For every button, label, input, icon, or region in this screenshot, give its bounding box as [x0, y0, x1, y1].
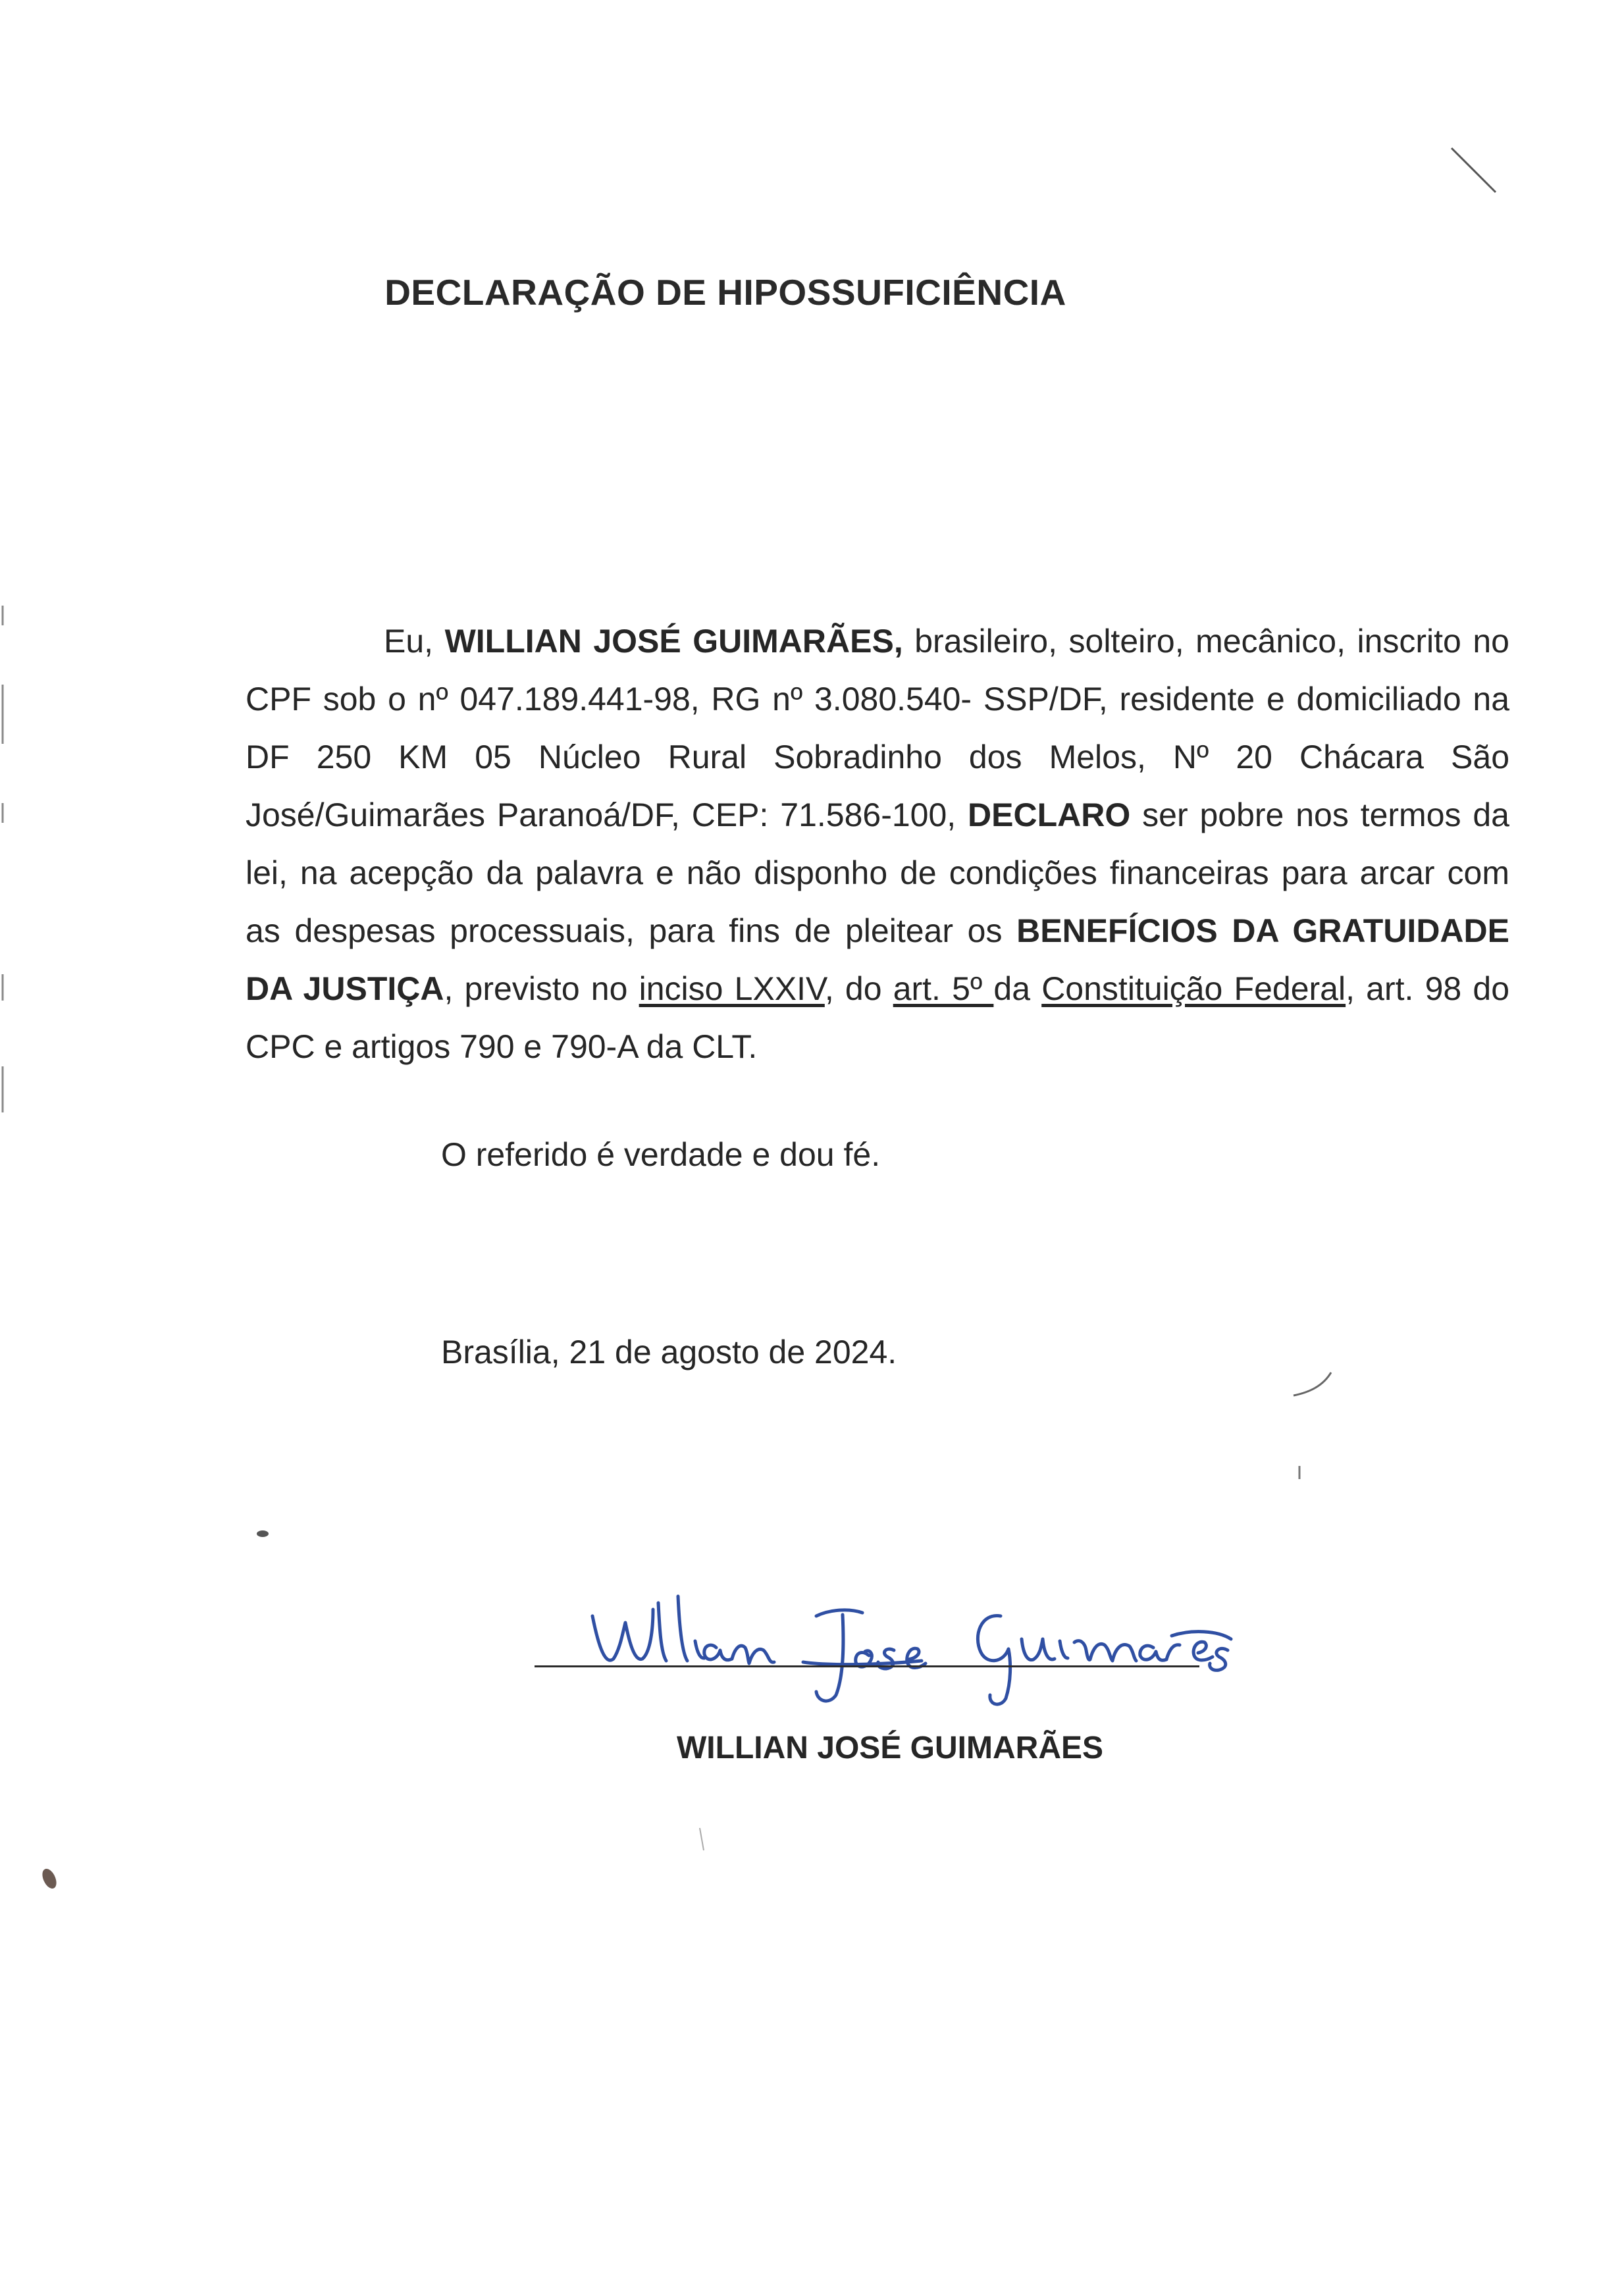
stray-pen-mark-top-right	[1448, 145, 1501, 197]
stray-pen-mark-right	[1290, 1369, 1336, 1402]
constitution-reference: Constituição Federal	[1041, 970, 1346, 1007]
benefits-keyword: BENEFÍCIOS DA GRATUIDADE DA JUSTIÇA	[246, 912, 1509, 1007]
declarant-name: WILLIAN JOSÉ GUIMARÃES,	[444, 623, 903, 660]
paragraph-legal-2: , do	[824, 970, 893, 1007]
declaration-paragraph	[246, 612, 1509, 1076]
document-title: DECLARAÇÃO DE HIPOSSUFICIÊNCIA	[384, 272, 1066, 313]
paragraph-declaration: ser pobre nos termos da lei, na acepção da palavra e não disponho de condições financeiras para arcar com as despesas processuais, para fins de pleitear os	[246, 796, 1509, 949]
signature-line	[535, 1665, 1199, 1667]
article-reference: art. 5º	[893, 970, 994, 1007]
declaro-keyword: DECLARO	[968, 796, 1131, 833]
stray-dot-left	[253, 1527, 273, 1540]
signer-name: WILLIAN JOSÉ GUIMARÃES	[676, 1731, 1104, 1765]
stray-tick-right	[1295, 1465, 1303, 1481]
scan-edge-left	[0, 606, 7, 1119]
stray-tick-bottom	[698, 1827, 706, 1853]
date-line: Brasília, 21 de agosto de 2024.	[441, 1334, 897, 1370]
stray-blot-left	[36, 1863, 63, 1896]
paragraph-intro: Eu,	[384, 623, 445, 660]
paragraph-legal-1: , previsto no	[444, 970, 639, 1007]
truth-statement: O referido é verdade e dou fé.	[441, 1136, 881, 1173]
paragraph-legal-3: da	[993, 970, 1042, 1007]
handwritten-signature	[579, 1577, 1303, 1715]
inciso-reference: inciso LXXIV	[639, 970, 825, 1007]
paragraph-identification: brasileiro, solteiro, mecânico, inscrito no CPF sob o nº 047.189.441-98, RG nº 3.080.540- SSP/DF, residente e domiciliado na DF 250 KM 05 Núcleo Rural Sobradinho dos Melos, Nº 20 Chácara São José/Guimarães Paranoá/DF, CEP: 71.586-100,	[246, 623, 1509, 833]
paragraph-legal-4: , art. 98 do CPC e artigos 790 e 790-A da CLT.	[246, 970, 1510, 1065]
